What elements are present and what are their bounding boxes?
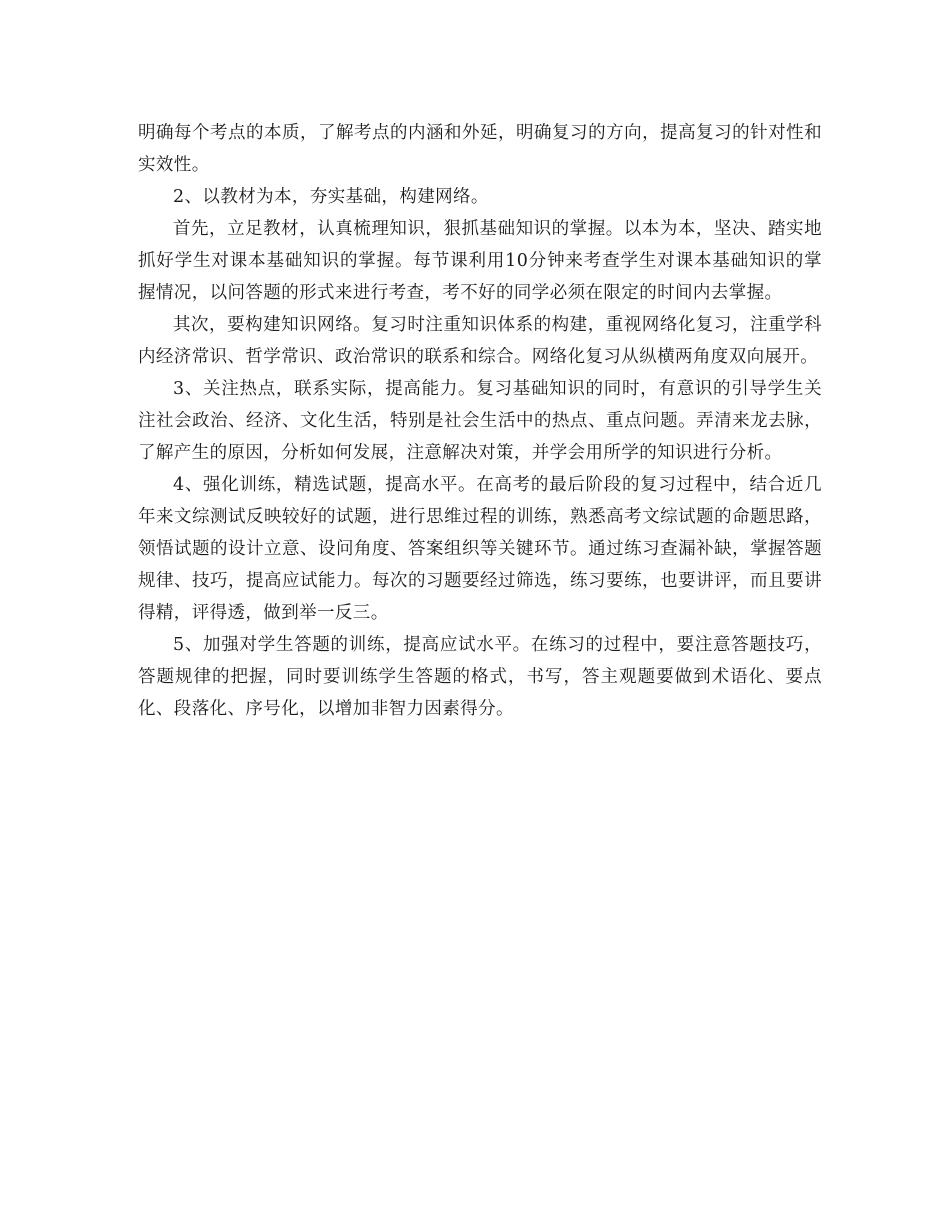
paragraph-second-step: 其次，要构建知识网络。复习时注重知识体系的构建，重视网络化复习，注重学科内经济常识、哲学常识、政治常识的联系和综合。网络化复习从纵横两角度双向展开。: [138, 315, 822, 367]
paragraph-point-4: 4、强化训练，精选试题，提高水平。在高考的最后阶段的复习过程中，结合近几年来文综测试反映较好的试题，进行思维过程的训练，熟悉高考文综试题的命题思路，领悟试题的设计立意、设问角度、答案组织等关键环节。通过练习查漏补缺，掌握答题规律、技巧，提高应试能力。每次的习题要经过筛选，练习要练，也要讲评，而且要讲得精，评得透，做到举一反三。: [138, 475, 822, 623]
paragraph-point-5: 5、加强对学生答题的训练，提高应试水平。在练习的过程中，要注意答题技巧，答题规律的把握，同时要训练学生答题的格式，书写，答主观题要做到术语化、要点化、段落化、序号化，以增加非智力因素得分。: [138, 635, 822, 719]
paragraph-heading-2: 2、以教材为本，夯实基础，构建网络。: [173, 187, 489, 207]
paragraph-continuation: 明确每个考点的本质，了解考点的内涵和外延，明确复习的方向，提高复习的针对性和实效性。: [138, 123, 822, 175]
paragraph-point-3: 3、关注热点，联系实际，提高能力。复习基础知识的同时，有意识的引导学生关注社会政治、经济、文化生活，特别是社会生活中的热点、重点问题。弄清来龙去脉，了解产生的原因，分析如何发展，注意解决对策，并学会用所学的知识进行分析。: [138, 379, 822, 463]
paragraph-first-step: 首先，立足教材，认真梳理知识，狠抓基础知识的掌握。以本为本，坚决、踏实地抓好学生对课本基础知识的掌握。每节课利用10分钟来考查学生对课本基础知识的掌握情况，以问答题的形式来进行考查，考不好的同学必须在限定的时间内去掌握。: [138, 219, 822, 303]
document-body: [138, 117, 822, 725]
